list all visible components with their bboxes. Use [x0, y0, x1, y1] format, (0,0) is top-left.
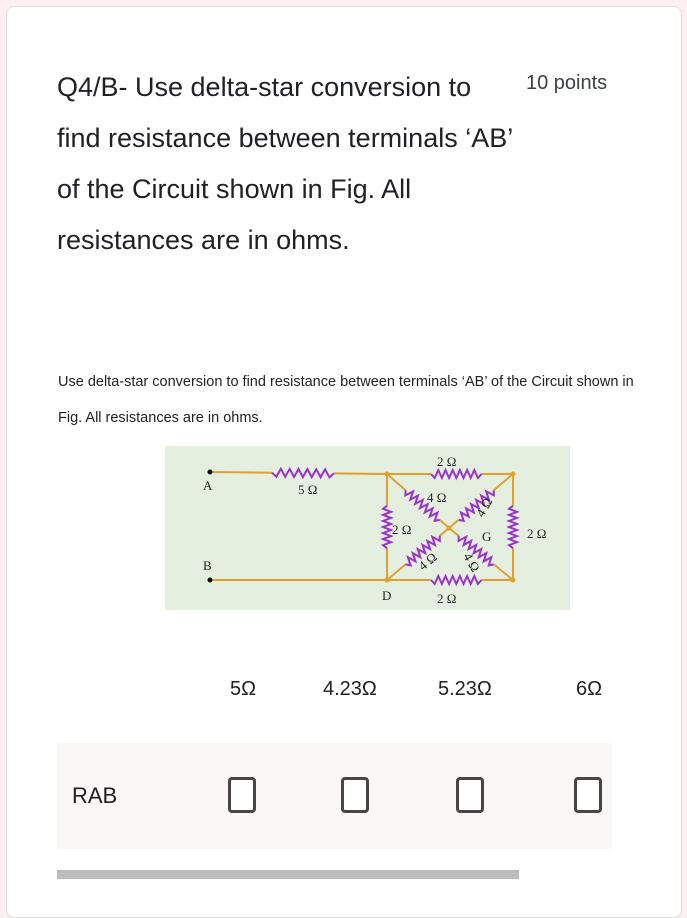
column-header: 4.23Ω — [323, 678, 377, 700]
node-dot — [447, 526, 452, 531]
wire — [494, 564, 513, 580]
circuit-figure — [165, 446, 570, 610]
checkbox-4.23Ω[interactable] — [341, 777, 369, 813]
checkbox-5Ω[interactable] — [228, 777, 256, 813]
node-dot — [511, 472, 516, 477]
terminal-a-label: A — [203, 478, 213, 493]
row-label: RAB — [72, 783, 118, 808]
column-header: 6Ω — [576, 678, 603, 700]
r-right-label: 2 Ω — [527, 526, 547, 541]
wire — [210, 472, 272, 473]
resistor-left — [383, 506, 391, 548]
column-header: 5.23Ω — [438, 678, 492, 700]
r-diag4-label: 4 Ω — [460, 550, 484, 575]
r-left-label: 2 Ω — [392, 522, 412, 537]
node-g-label: G — [482, 529, 492, 544]
points-label: 10 points — [526, 72, 608, 94]
wire — [334, 473, 387, 474]
r-diag3-label: 4 Ω — [415, 549, 440, 574]
wire — [387, 474, 406, 490]
wire — [387, 564, 406, 580]
wire — [494, 474, 513, 490]
terminal-dot — [208, 578, 213, 583]
r5-label: 5 Ω — [298, 482, 318, 497]
horizontal-scrollbar[interactable] — [57, 870, 519, 879]
resistor-5-ohm — [272, 469, 334, 478]
question-description: Use delta-star conversion to find resistance between terminals ‘AB’ of the Circuit shown in Fig. All resistances are in ohms. — [58, 374, 634, 426]
node-dot — [385, 472, 390, 477]
circuit-diagram — [165, 446, 570, 610]
r-diag1-label: 4 Ω — [427, 490, 447, 505]
r-bottom-label: 2 Ω — [437, 591, 457, 606]
node-d-label: D — [382, 588, 392, 603]
terminal-dot — [208, 470, 213, 475]
grid-row — [57, 743, 612, 849]
resistor-right — [509, 506, 517, 548]
column-header: 5Ω — [230, 678, 257, 700]
checkbox-6Ω[interactable] — [574, 777, 602, 813]
node-dot — [385, 578, 390, 583]
terminal-b-label: B — [203, 558, 212, 573]
checkbox-5.23Ω[interactable] — [456, 777, 484, 813]
resistor-top — [431, 470, 481, 478]
resistor-bottom — [431, 576, 481, 584]
r-diag2-label: 4 Ω — [472, 495, 496, 520]
r-top-label: 2 Ω — [437, 454, 457, 469]
node-dot — [511, 578, 516, 583]
question-title: Q4/B- Use delta-star conversion to find resistance between terminals ‘AB’ of the Circuit shown in Fig. All resistances are in ohms. — [57, 72, 513, 255]
